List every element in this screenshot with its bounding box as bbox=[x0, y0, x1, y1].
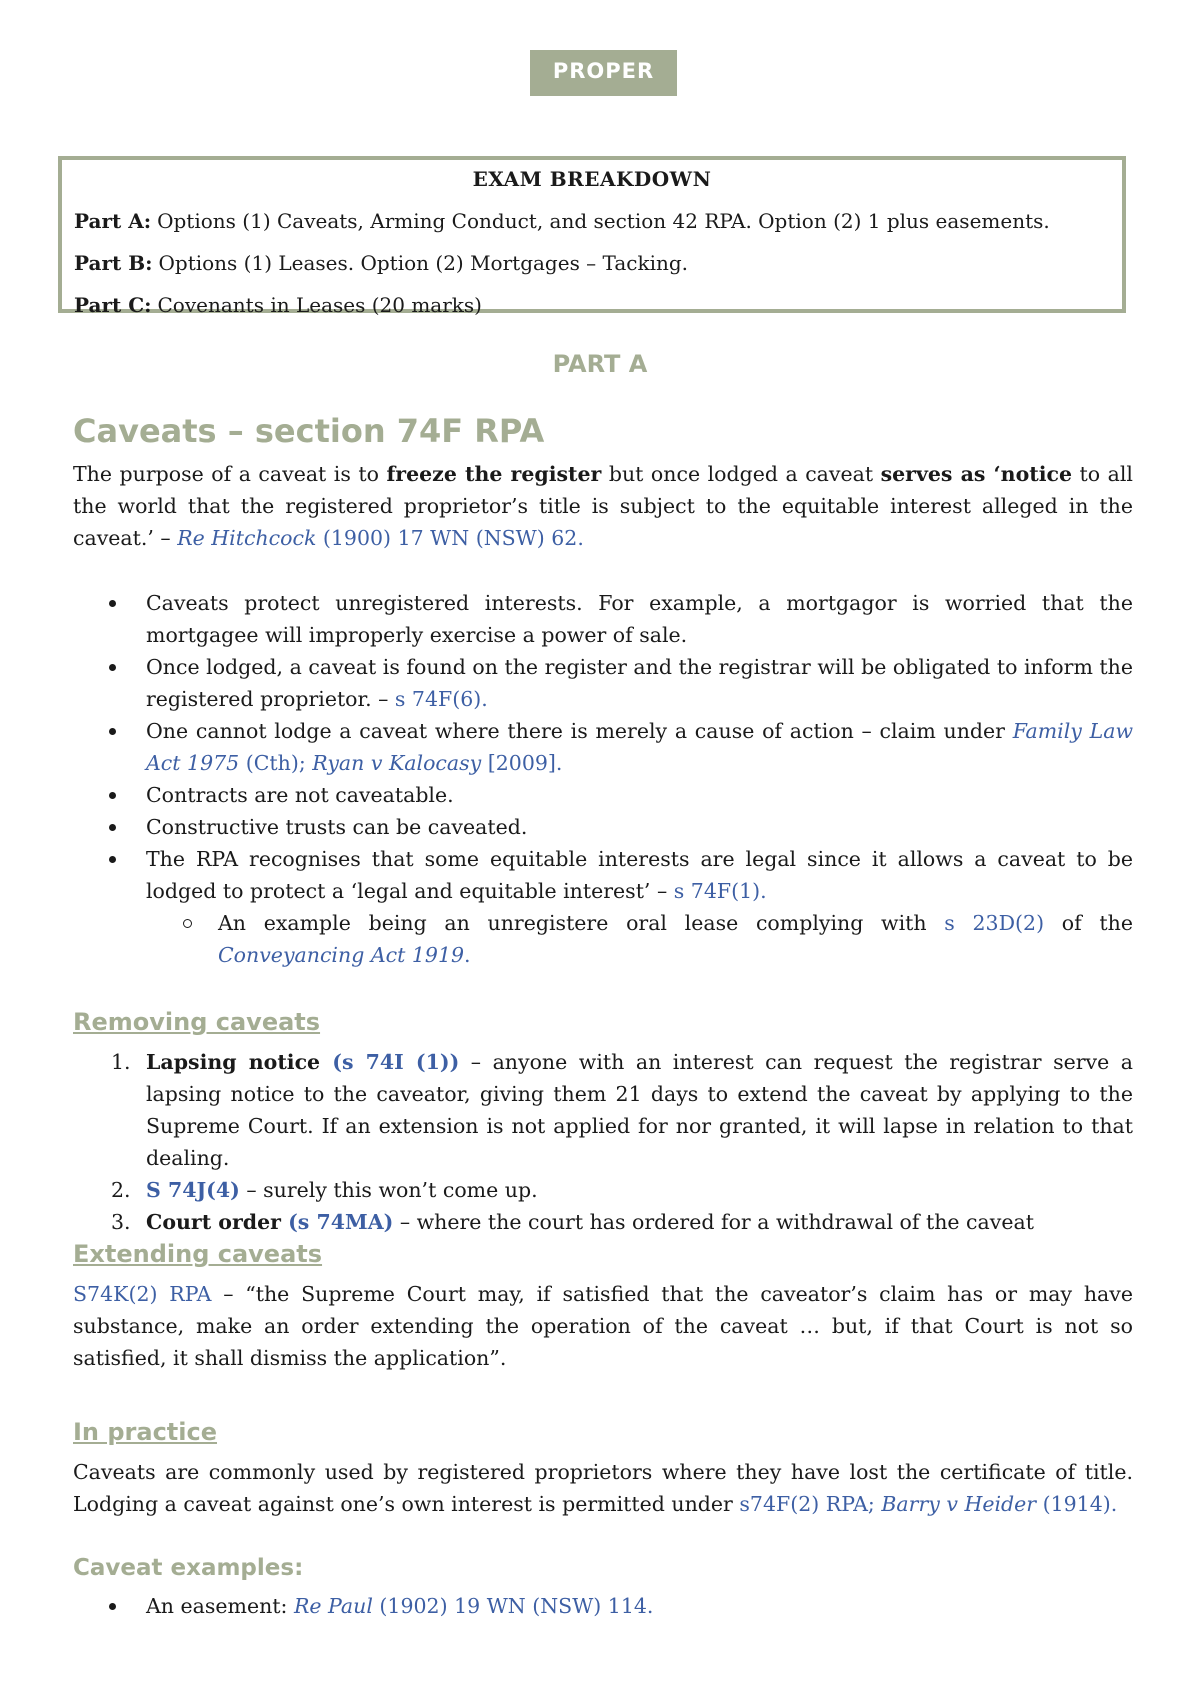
removing-caveats-section bbox=[73, 1008, 1133, 1036]
list-item: Caveats protect unregistered interests. For example, a mortgagor is worried that the mortgagee will improperly exercise a power of sale. bbox=[73, 587, 1133, 651]
extending-caveats-text: S74K(2) RPA – “the Supreme Court may, if satisfied that the caveator’s claim has or may have substance, make an order extending the operation of the caveat … but, if that Court is not so satisfied, it shall dismiss the application”. bbox=[73, 1282, 1133, 1370]
caveats-bullet-list bbox=[73, 587, 1133, 971]
in-practice-heading: In practice bbox=[73, 1418, 218, 1446]
case-link[interactable]: Re Hitchcock bbox=[177, 526, 317, 550]
sub-list-item: An example being an unregistere oral lease complying with s 23D(2) of the Conveyancing Act 1919. bbox=[73, 907, 1133, 971]
exam-line-part-b: Part B: Options (1) Leases. Option (2) Mortgages – Tacking. bbox=[74, 251, 689, 275]
caveats-heading: Caveats – section 74F RPA bbox=[73, 412, 545, 450]
removing-caveats-list bbox=[73, 1046, 1133, 1238]
caveat-examples-section bbox=[73, 1555, 1133, 1581]
list-item: Contracts are not caveatable. bbox=[73, 779, 1133, 811]
exam-breakdown-box bbox=[58, 156, 1126, 317]
removing-caveats-heading: Removing caveats bbox=[73, 1008, 321, 1036]
list-item: The RPA recognises that some equitable interests are legal since it allows a caveat to be lodged to protect a ‘legal and equitable interest’ – s 74F(1). bbox=[73, 843, 1133, 907]
caveats-section bbox=[73, 412, 1133, 450]
caveat-examples-list bbox=[73, 1590, 1133, 1622]
in-practice-section bbox=[73, 1418, 1133, 1446]
list-item: Constructive trusts can be caveated. bbox=[73, 811, 1133, 843]
list-item: Once lodged, a caveat is found on the register and the registrar will be obligated to inform the registered proprietor. – s 74F(6). bbox=[73, 651, 1133, 715]
extending-caveats-section bbox=[73, 1240, 1133, 1268]
exam-breakdown-title: EXAM BREAKDOWN bbox=[472, 167, 712, 191]
list-item: An easement: Re Paul (1902) 19 WN (NSW) 114. bbox=[73, 1590, 1133, 1622]
list-item: One cannot lodge a caveat where there is merely a cause of action – claim under Family Law Act 1975 (Cth); Ryan v Kalocasy [2009]. bbox=[73, 715, 1133, 779]
header-tag: PROPER bbox=[530, 50, 677, 96]
caveat-examples-heading: Caveat examples: bbox=[73, 1555, 304, 1581]
list-item: 1. Lapsing notice (s 74I (1)) – anyone with an interest can request the registrar serve a lapsing notice to the caveator, giving them 21 days to extend the caveat by applying to the Supreme Court. If an extension is not applied for nor granted, it will lapse in relation to that dealing. bbox=[111, 1050, 1133, 1170]
part-a-heading: PART A bbox=[552, 350, 648, 378]
exam-line-part-c: Part C: Covenants in Leases (20 marks) bbox=[74, 293, 482, 317]
in-practice-text: Caveats are commonly used by registered proprietors where they have lost the certificate of title. Lodging a caveat against one’s own interest is permitted under s74F(2) RPA; Barry v Heider (1914). bbox=[73, 1460, 1133, 1516]
list-item: 3. Court order (s 74MA) – where the court has ordered for a withdrawal of the caveat bbox=[111, 1210, 1034, 1234]
list-item: 2. S 74J(4) – surely this won’t come up. bbox=[111, 1178, 538, 1202]
exam-line-part-a: Part A: Options (1) Caveats, Arming Conduct, and section 42 RPA. Option (2) 1 plus easements. bbox=[74, 209, 1050, 233]
caveats-intro: The purpose of a caveat is to freeze the register but once lodged a caveat serves as ‘notice to all the world that the registered proprietor’s title is subject to the equitable interest alleged in the caveat.’ – Re Hitchcock (1900) 17 WN (NSW) 62. bbox=[73, 462, 1133, 550]
extending-caveats-heading: Extending caveats bbox=[73, 1240, 323, 1268]
